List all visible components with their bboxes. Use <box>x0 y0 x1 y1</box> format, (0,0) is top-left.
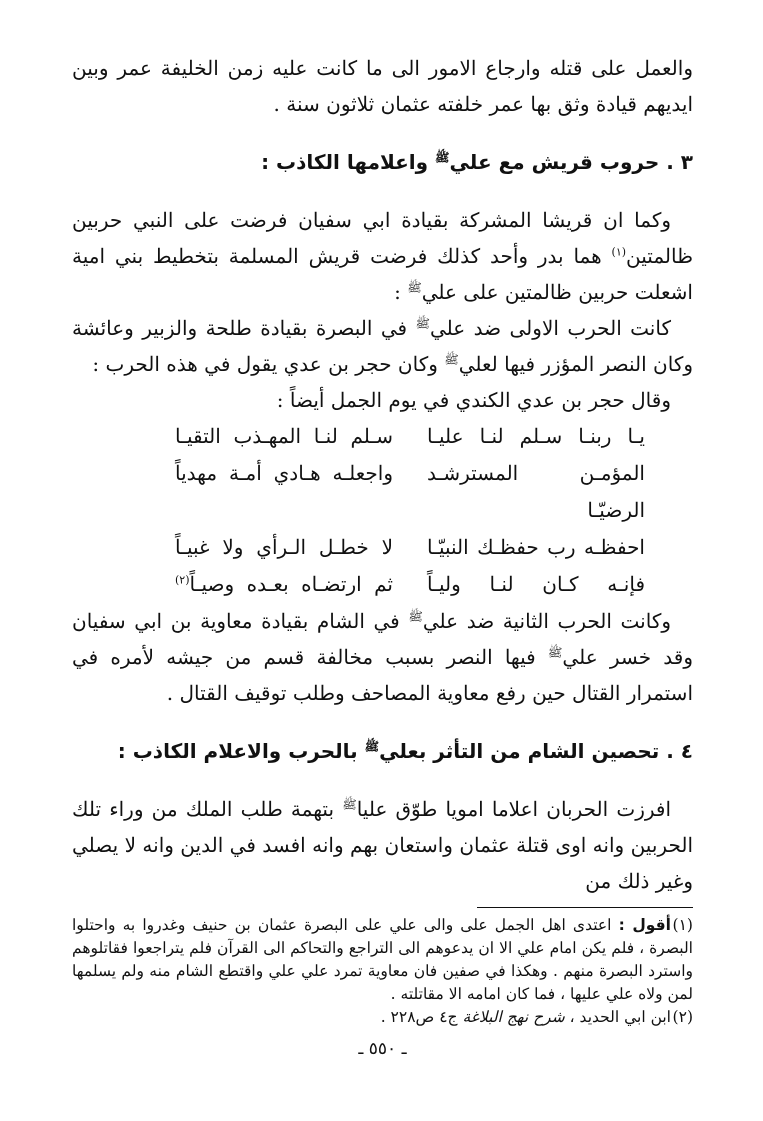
verse-second-hemistich: لا خطـل الـرأي ولا غبيـاً <box>175 535 393 559</box>
footnote-ref-1[interactable]: (١) <box>611 245 627 259</box>
footnote-1-number: (١) <box>672 916 693 934</box>
heading-3-number: ٣ . <box>659 150 693 174</box>
paragraph-2 <box>72 310 693 382</box>
paragraph-intro: والعمل على قتله وارجاع الامور الى ما كانت عليه زمن الخليفة عمر وبين ايديهم قيادة وثق بها عمر خلفته عثمان ثلاثون سنة . <box>72 56 693 116</box>
footnote-2-number: (٢) <box>672 1008 693 1026</box>
footnote-2-author: ابن ابي الحديد ، <box>564 1008 671 1026</box>
para-4-text-a: وكانت الحرب الثانية ضد علي <box>422 609 672 633</box>
poem-verse <box>72 455 693 529</box>
salutation-mark: ﷺ <box>342 797 357 812</box>
salutation-mark: ﷺ <box>407 280 422 295</box>
heading-4-rest: بالحرب والاعلام الكاذب : <box>117 739 365 763</box>
para-2-text-b: في البصرة بقيادة طلحة والزبير وعائشة وكان النصر المؤزر فيها لعلي <box>72 316 693 376</box>
para-4-text-b: في الشام بقيادة معاوية بن ابي سفيان وقد خسر علي <box>72 609 693 669</box>
paragraph-1 <box>72 202 693 310</box>
para-1-text-c: : <box>394 280 408 304</box>
heading-3-rest: واعلامها الكاذب : <box>261 150 436 174</box>
salutation-mark: ﷺ <box>415 316 430 331</box>
section-heading-4 <box>72 733 693 769</box>
verse-first-hemistich: يـا ربنـا سـلم لنـا عليـا <box>427 424 645 448</box>
para-2-text-c: وكان حجر بن عدي يقول في هذه الحرب : <box>92 352 445 376</box>
paragraph-4 <box>72 603 693 711</box>
verse-first-hemistich: فإنـه كـان لنـا وليـاً <box>427 572 645 596</box>
footnote-1-label: أقول : <box>618 916 671 934</box>
verse-first-hemistich: احفظـه رب حفظـك النبيّـا <box>427 535 645 559</box>
footnote-ref-2[interactable]: (٢) <box>175 573 190 587</box>
footnote-2 <box>72 1006 693 1029</box>
para-2-text-a: كانت الحرب الاولى ضد علي <box>429 316 671 340</box>
poem-verse <box>72 566 693 603</box>
heading-4-number: ٤ . <box>659 739 693 763</box>
verse-first-hemistich: المؤمـن المسترشـد الرضيّـا <box>427 461 645 522</box>
heading-3-text: حروب قريش مع علي <box>449 150 660 174</box>
salutation-mark: ﷺ <box>408 609 423 624</box>
paragraph-5 <box>72 791 693 899</box>
para-1-text-a: وكما ان قريشا المشركة بقيادة ابي سفيان فرضت على النبي حربين ظالمتين <box>72 208 693 268</box>
section-heading-3 <box>72 144 693 180</box>
footnote-1 <box>72 914 693 1006</box>
verse-second-hemistich: واجعلـه هـادي أمـة مهدياً <box>175 461 393 485</box>
verse-second-hemistich: سـلم لنـا المهـذب التقيـا <box>175 424 393 448</box>
para-4-text-c: فيها النصر بسبب مخالفة قسم من جيشه لأمره في استمرار القتال حين رفع معاوية المصاحف وطلب توقيف القتال . <box>72 645 693 705</box>
poem <box>72 418 693 603</box>
salutation-mark: ﷺ <box>444 352 459 367</box>
footnote-2-book: شرح نهج البلاغة <box>462 1008 565 1026</box>
salutation-mark: ﷺ <box>364 739 380 754</box>
verse-second-text: ثم ارتضـاه بعـده وصيـاً <box>189 572 393 596</box>
heading-4-text: تحصين الشام من التأثر بعلي <box>379 739 660 763</box>
para-5-text-a: افرزت الحربان اعلاما امويا طوّق عليا <box>356 797 672 821</box>
footnote-1-text: اعتدى اهل الجمل على والى علي على البصرة عثمان بن حنيف وغدروا به واحتلوا البصرة ، فلم يكن امام علي الا ان يدعوهم الى التراجع والتحاكم الى القرآن فلم يتراجعوا فقاتلوهم واسترد البصرة منهم . وهكذا في صفين فان معاوية تمرد علي علي واقتطع الشام منه ولم يسلمها لمن ولاه علي عليها ، فما كان امامه الا مقاتلته . <box>72 916 693 1003</box>
para-1-text-b: هما بدر وأحد كذلك فرضت قريش المسلمة بتخطيط بني امية اشعلت حربين ظالمتين على علي <box>72 244 693 304</box>
footnote-2-ref: ج٤ ص٢٢٨ . <box>380 1008 463 1026</box>
paragraph-3: وقال حجر بن عدي الكندي في يوم الجمل أيضاً : <box>276 388 671 412</box>
para-5-text-b: بتهمة طلب الملك من وراء تلك الحربين وانه اوى قتلة عثمان واستعان بهم وانه افسد في الدين وانه لا يصلي وغير ذلك من <box>72 797 693 893</box>
salutation-mark: ﷺ <box>435 150 450 165</box>
verse-second-hemistich <box>175 566 393 603</box>
salutation-mark: ﷺ <box>547 645 563 660</box>
poem-verse <box>72 418 693 455</box>
footnote-divider <box>477 907 693 908</box>
page-content <box>72 50 693 1059</box>
page-number: ـ ٥٥٠ ـ <box>358 1039 407 1059</box>
poem-verse <box>72 529 693 566</box>
